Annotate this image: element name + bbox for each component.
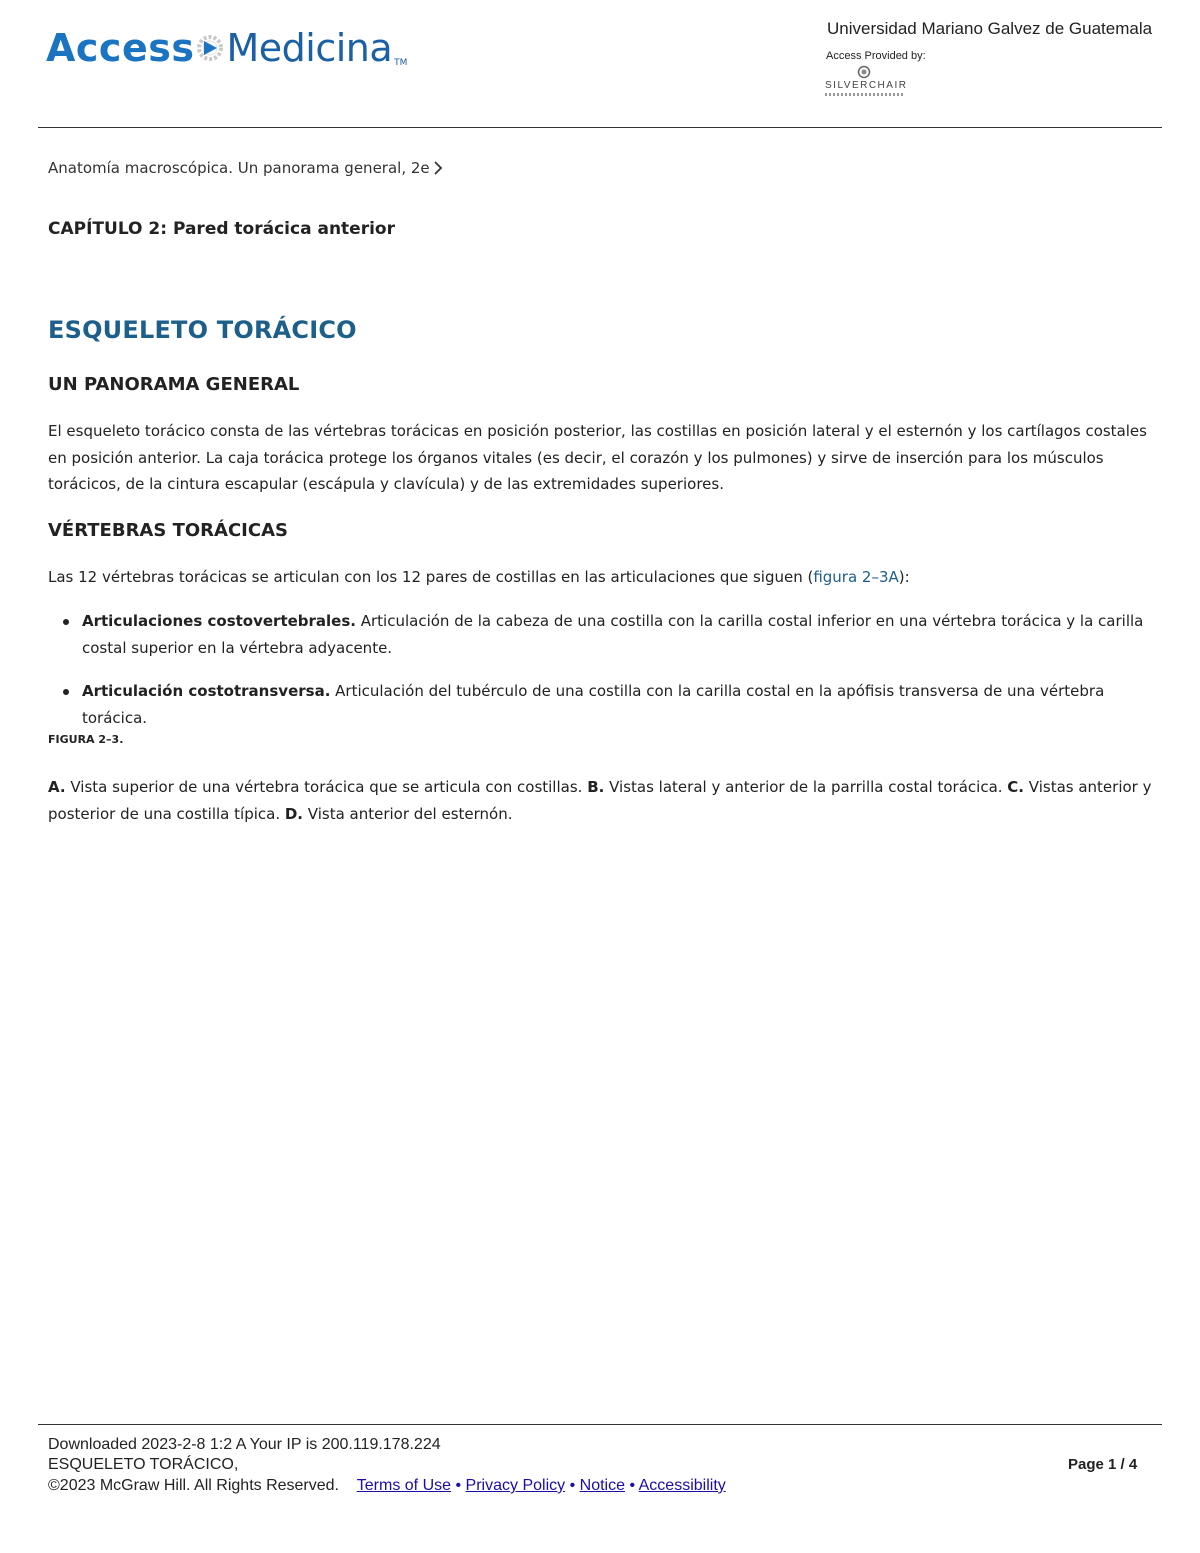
list-item — [82, 678, 1154, 731]
notice-link[interactable]: Notice — [579, 1477, 625, 1494]
subsection-heading-overview: UN PANORAMA GENERAL — [48, 374, 300, 395]
footer-divider — [38, 1424, 1162, 1425]
logo-medicina-text: Medicina — [226, 26, 393, 70]
chapter-title: CAPÍTULO 2: Pared torácica anterior — [48, 219, 395, 239]
caption-b-label: B. — [587, 778, 605, 796]
footer-separator: • — [455, 1477, 462, 1494]
terms-of-use-link[interactable]: Terms of Use — [356, 1477, 452, 1494]
caption-c-label: C. — [1007, 778, 1025, 796]
breadcrumb-book-title[interactable]: Anatomía macroscópica. Un panorama general, 2e — [48, 159, 430, 177]
caption-b-text: Vistas lateral y anterior de la parrilla costal torácica. — [604, 778, 1008, 796]
caption-a-label: A. — [48, 778, 66, 796]
bullet-text: Articulación de la cabeza de una costilla con la carilla costal inferior en una vértebra torácica y la carilla costal superior en la vértebra adyacente. — [82, 612, 1144, 657]
bullet-text: Articulación del tubérculo de una costilla con la carilla costal en la apófisis transversa de una vértebra torácica. — [82, 682, 1105, 727]
section-title: ESQUELETO TORÁCICO — [48, 316, 357, 344]
figure-link[interactable]: figura 2–3A — [813, 568, 899, 586]
vertebrae-intro-paragraph — [48, 564, 1153, 591]
logo-access-text: Access — [46, 26, 195, 70]
list-item — [82, 608, 1154, 661]
header-divider — [38, 127, 1162, 128]
download-info: Downloaded 2023-2-8 1:2 A Your IP is 200.119.178.224 — [48, 1436, 441, 1453]
figure-label: FIGURA 2–3. — [48, 733, 124, 746]
caption-d-text: Vista anterior del esternón. — [303, 804, 513, 823]
breadcrumb[interactable] — [48, 159, 444, 177]
overview-paragraph: El esqueleto torácico consta de las vértebras torácicas en posición posterior, las costillas en posición lateral y el esternón y los cartílagos costales en posición anterior. La caja torácica protege los órganos vitales (es decir, el corazón y los pulmones) y sirve de inserción para los músculos torácicos, de la cintura escapular (escápula y clavícula) y de las extremidades superiores. — [48, 422, 1147, 493]
bullet-icon — [63, 689, 69, 695]
bullet-term: Articulación costotransversa. — [82, 682, 331, 700]
subsection-heading-thoracic-vertebrae: VÉRTEBRAS TORÁCICAS — [48, 520, 288, 541]
footer-separator: • — [569, 1477, 576, 1494]
chevron-right-icon — [432, 160, 444, 176]
provider-name: SILVERCHAIR — [825, 80, 908, 91]
institution-name: Universidad Mariano Galvez de Guatemala — [827, 19, 1153, 38]
logo-trademark: TM — [394, 58, 408, 68]
copyright-text: ©2023 McGraw Hill. All Rights Reserved. — [48, 1477, 339, 1494]
figure-caption — [48, 774, 1153, 827]
caption-a-text: Vista superior de una vértebra torácica que se articula con costillas. — [65, 778, 588, 796]
intro-text-before: Las 12 vértebras torácicas se articulan con los 12 pares de costillas en las articulaciones que siguen ( — [48, 568, 814, 586]
page-number: Page 1 / 4 — [1068, 1456, 1138, 1473]
gear-arrow-icon — [195, 33, 225, 63]
bullet-term: Articulaciones costovertebrales. — [82, 612, 356, 630]
provider-tagline-decoration — [825, 93, 905, 96]
caption-c-text: Vistas anterior y posterior de una costilla típica. — [48, 778, 1152, 823]
access-provided-label: Access Provided by: — [826, 50, 926, 62]
accessibility-link[interactable]: Accessibility — [638, 1477, 726, 1494]
bullet-icon — [63, 619, 69, 625]
accessmedicina-logo[interactable] — [46, 16, 407, 80]
footer-separator: • — [629, 1477, 636, 1494]
privacy-policy-link[interactable]: Privacy Policy — [465, 1477, 566, 1494]
footer-legal — [48, 1477, 726, 1495]
caption-d-label: D. — [284, 804, 304, 823]
intro-text-after: ): — [898, 568, 910, 586]
footer-doc-title: ESQUELETO TORÁCICO, — [48, 1456, 239, 1473]
